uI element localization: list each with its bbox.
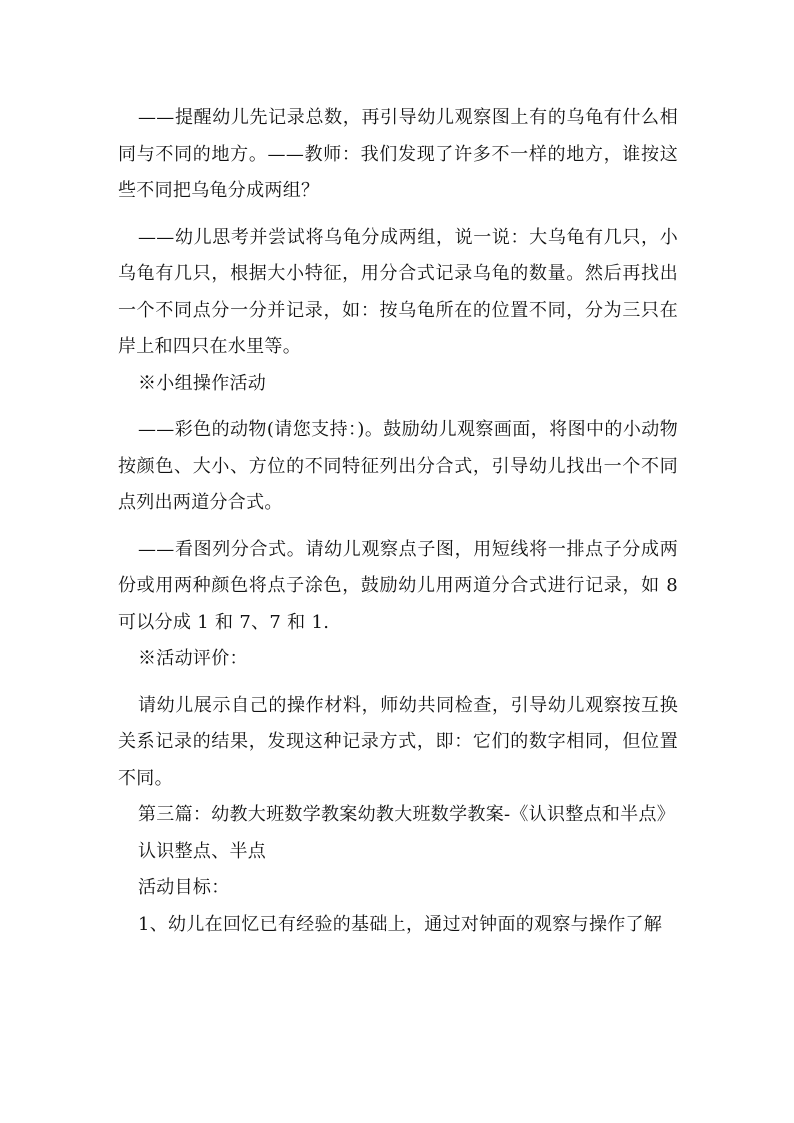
paragraph-evaluation: 请幼儿展示自己的操作材料，师幼共同检查，引导幼儿观察按互换关系记录的结果，发现这种记录方式，即：它们的数字相同，但位置不同。	[118, 694, 678, 789]
document-body	[118, 100, 678, 943]
paragraph-colored-animals: ——彩色的动物(请您支持：)。鼓励幼儿观察画面，将图中的小动物按颜色、大小、方位的不同特征列出分合式，引导幼儿找出一个不同点列出两道分合式。	[118, 419, 678, 513]
section-heading-evaluation: ※活动评价：	[138, 648, 248, 669]
section-heading-group-activity: ※小组操作活动	[138, 372, 267, 394]
paragraph-turtle-comparison: ——提醒幼儿先记录总数，再引导幼儿观察图上有的乌龟有什么相同与不同的地方。——教师：我们发现了许多不一样的地方，谁按这些不同把乌龟分成两组？	[118, 107, 678, 201]
goal-item-1: 1、幼儿在回忆已有经验的基础上，通过对钟面的观察与操作了解	[138, 913, 663, 935]
lesson-topic: 认识整点、半点	[138, 840, 267, 862]
paragraph-turtle-grouping: ——幼儿思考并尝试将乌龟分成两组，说一说：大乌龟有几只，小乌龟有几只，根据大小特征，用分合式记录乌龟的数量。然后再找出一个不同点分一分并记录，如：按乌龟所在的位置不同，分为三只在岸上和四只在水里等。	[118, 226, 678, 357]
paragraph-dot-picture: ——看图列分合式。请幼儿观察点子图，用短线将一排点子分成两份或用两种颜色将点子涂色，鼓励幼儿用两道分合式进行记录，如 8 可以分成 1 和 7、7 和 1.	[118, 538, 678, 633]
section-heading-goals: 活动目标：	[138, 877, 230, 898]
chapter-title: 第三篇：幼教大班数学教案幼教大班数学教案-《认识整点和半点》	[138, 804, 676, 825]
